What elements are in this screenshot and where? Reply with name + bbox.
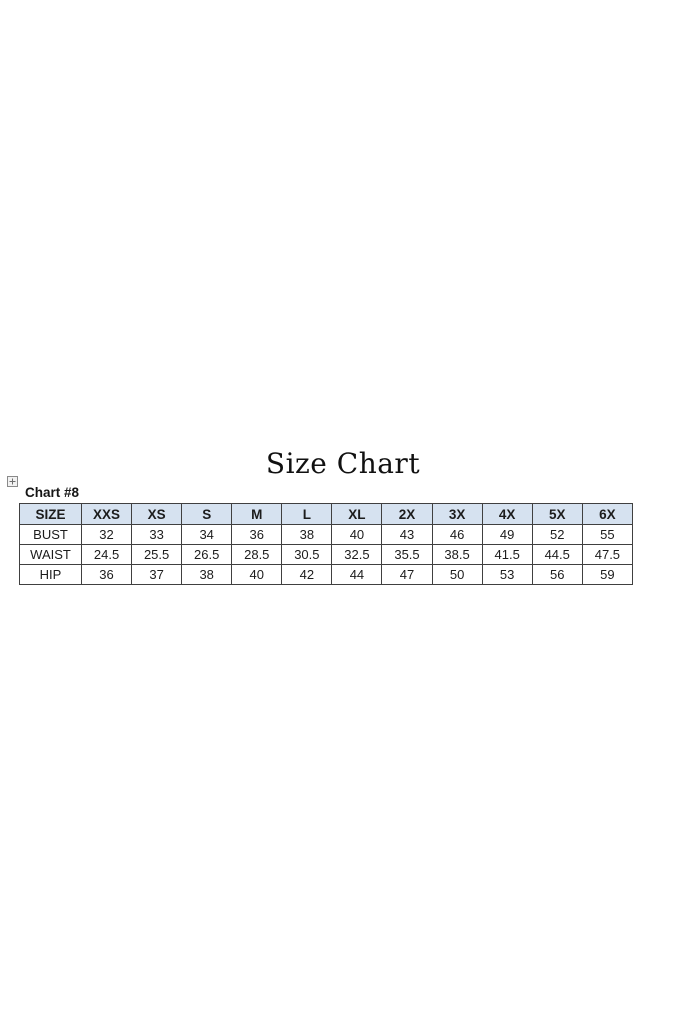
page-title: Size Chart bbox=[265, 447, 421, 480]
measurement-cell: 36 bbox=[82, 565, 132, 585]
column-header-4x: 4X bbox=[482, 504, 532, 525]
measurement-cell: 28.5 bbox=[232, 545, 282, 565]
measurement-cell: 25.5 bbox=[132, 545, 182, 565]
measurement-cell: 38.5 bbox=[432, 545, 482, 565]
measurement-cell: 49 bbox=[482, 525, 532, 545]
measurement-cell: 35.5 bbox=[382, 545, 432, 565]
measurement-cell: 46 bbox=[432, 525, 482, 545]
column-header-xs: XS bbox=[132, 504, 182, 525]
measurement-cell: 32.5 bbox=[332, 545, 382, 565]
measurement-cell: 40 bbox=[332, 525, 382, 545]
measurement-cell: 44 bbox=[332, 565, 382, 585]
measurement-cell: 42 bbox=[282, 565, 332, 585]
measurement-cell: 38 bbox=[282, 525, 332, 545]
measurement-cell: 55 bbox=[582, 525, 632, 545]
size-chart-table bbox=[19, 503, 633, 585]
size-table-header bbox=[20, 504, 633, 525]
measurement-cell: 47.5 bbox=[582, 545, 632, 565]
table-row bbox=[20, 545, 633, 565]
measurement-cell: 30.5 bbox=[282, 545, 332, 565]
measurement-cell: 40 bbox=[232, 565, 282, 585]
measurement-cell: 47 bbox=[382, 565, 432, 585]
column-header-s: S bbox=[182, 504, 232, 525]
measurement-cell: 32 bbox=[82, 525, 132, 545]
size-table-header-row bbox=[20, 504, 633, 525]
measurement-cell: 36 bbox=[232, 525, 282, 545]
column-header-5x: 5X bbox=[532, 504, 582, 525]
chart-number-label: Chart #8 bbox=[25, 485, 80, 500]
column-header-m: M bbox=[232, 504, 282, 525]
table-row bbox=[20, 565, 633, 585]
measurement-cell: 52 bbox=[532, 525, 582, 545]
measurement-cell: 26.5 bbox=[182, 545, 232, 565]
measurement-cell: 43 bbox=[382, 525, 432, 545]
column-header-xxs: XXS bbox=[82, 504, 132, 525]
table-move-handle-icon[interactable] bbox=[7, 474, 18, 485]
measurement-cell: 50 bbox=[432, 565, 482, 585]
column-header-size: SIZE bbox=[20, 504, 82, 525]
measurement-cell: 53 bbox=[482, 565, 532, 585]
measurement-cell: 59 bbox=[582, 565, 632, 585]
table-row bbox=[20, 525, 633, 545]
row-label-bust: BUST bbox=[20, 525, 82, 545]
measurement-cell: 38 bbox=[182, 565, 232, 585]
column-header-2x: 2X bbox=[382, 504, 432, 525]
measurement-cell: 56 bbox=[532, 565, 582, 585]
measurement-cell: 34 bbox=[182, 525, 232, 545]
measurement-cell: 44.5 bbox=[532, 545, 582, 565]
row-label-waist: WAIST bbox=[20, 545, 82, 565]
measurement-cell: 24.5 bbox=[82, 545, 132, 565]
row-label-hip: HIP bbox=[20, 565, 82, 585]
column-header-6x: 6X bbox=[582, 504, 632, 525]
column-header-l: L bbox=[282, 504, 332, 525]
column-header-xl: XL bbox=[332, 504, 382, 525]
measurement-cell: 41.5 bbox=[482, 545, 532, 565]
measurement-cell: 33 bbox=[132, 525, 182, 545]
column-header-3x: 3X bbox=[432, 504, 482, 525]
measurement-cell: 37 bbox=[132, 565, 182, 585]
size-table-body bbox=[20, 525, 633, 585]
